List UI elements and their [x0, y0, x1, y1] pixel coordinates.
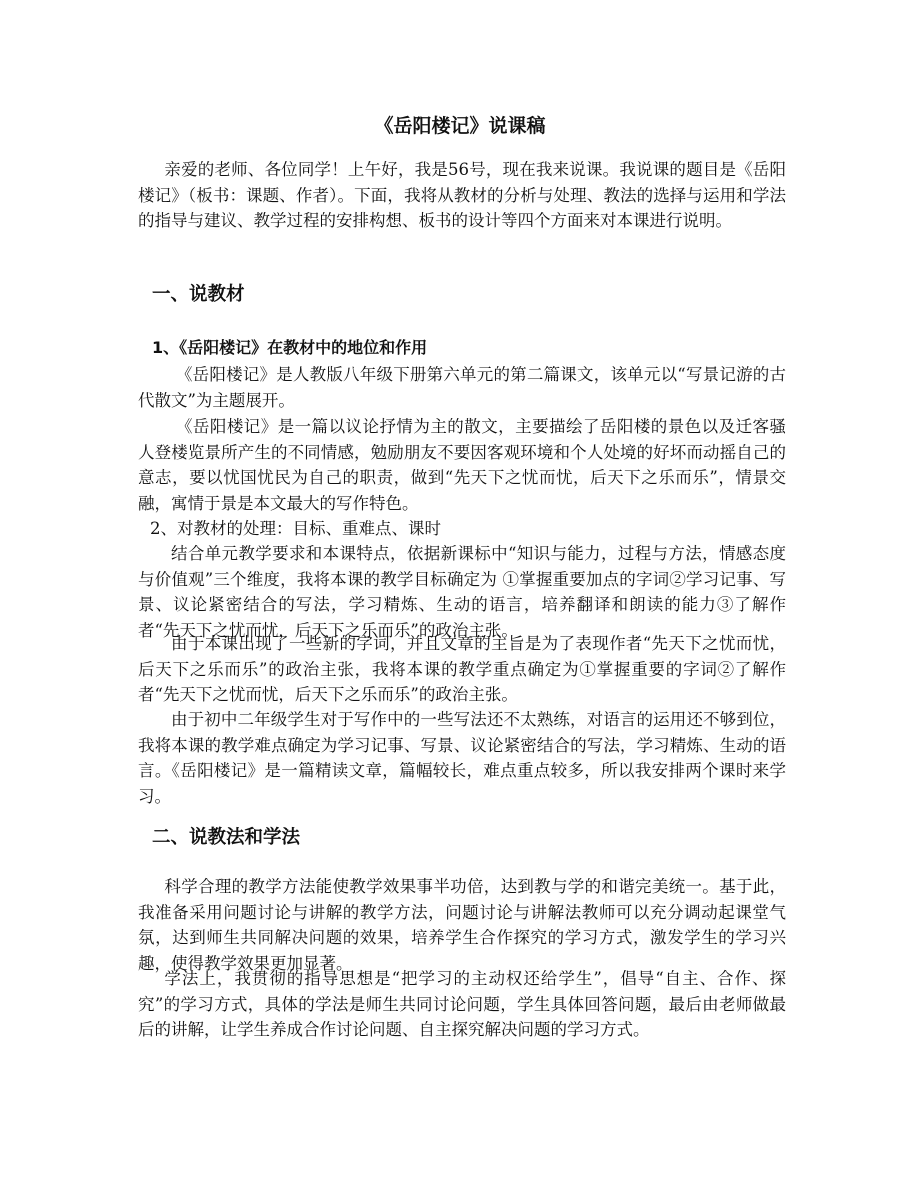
section1-heading: 一、说教材 [152, 284, 245, 305]
section1-paragraph-1: 《岳阳楼记》是人教版八年级下册第六单元的第二篇课文，该单元以“写景记游的古代散文”为主题展开。 [138, 365, 786, 410]
section1-paragraph-3: 结合单元教学要求和本课特点，依据新课标中“知识与能力，过程与方法，情感态度与价值观”三个维度，我将本课的教学目标确定为 ①掌握重要加点的字词②学习记事、写景、议论紧密结合的写法，学习精炼、生动的语言，培养翻译和朗读的能力③了解作者“先天下之忧而忧，后天下之乐而乐”的政治主张。 [138, 544, 786, 640]
intro-paragraph: 亲爱的老师、各位同学！上午好，我是56号，现在我来说课。我说课的题目是《岳阳楼记》（板书：课题、作者）。下面，我将从教材的分析与处理、教法的选择与运用和学法的指导与建议、教学过程的安排构想、板书的设计等四个方面来对本课进行说明。 [138, 160, 786, 231]
section1-subheading-1: 1、《岳阳楼记》在教材中的地位和作用 [152, 338, 428, 357]
section2-heading: 二、说教法和学法 [152, 827, 301, 848]
section1-paragraph-4: 由于本课出现了一些新的字词，并且文章的主旨是为了表现作者“先天下之忧而忧，后天下之乐而乐”的政治主张，我将本课的教学重点确定为①掌握重要的字词②了解作者“先天下之忧而忧，后天下之乐而乐”的政治主张。 [138, 634, 786, 705]
section1-paragraph-2: 《岳阳楼记》是一篇以议论抒情为主的散文，主要描绘了岳阳楼的景色以及迁客骚人登楼览景所产生的不同情感，勉励朋友不要因客观环境和个人处境的好坏而动摇自己的意志，要以忧国忧民为自己的职责，做到“先天下之忧而忧，后天下之乐而乐”，情景交融，寓情于景是本文最大的写作特色。 [138, 417, 786, 513]
section1-subheading-2: 2、对教材的处理：目标、重难点、课时 [150, 519, 441, 538]
section2-paragraph-2: 学法上，我贯彻的指导思想是“把学习的主动权还给学生”，倡导“自主、合作、探究”的学习方式，具体的学法是师生共同讨论问题，学生具体回答问题，最后由老师做最后的讲解，让学生养成合作讨论问题、自主探究解决问题的学习方式。 [138, 969, 786, 1040]
section2-paragraph-1: 科学合理的教学方法能使教学效果事半功倍，达到教与学的和谐完美统一。基于此，我准备采用问题讨论与讲解的教学方法，问题讨论与讲解法教师可以充分调动起课堂气氛，达到师生共同解决问题的效果，培养学生合作探究的学习方式，激发学生的学习兴趣，使得教学效果更加显著。 [138, 877, 786, 973]
document-title: 《岳阳楼记》说课稿 [374, 115, 546, 137]
section1-paragraph-5: 由于初中二年级学生对于写作中的一些写法还不太熟练，对语言的运用还不够到位，我将本课的教学难点确定为学习记事、写景、议论紧密结合的写法，学习精炼、生动的语言。《岳阳楼记》是一篇精读文章，篇幅较长，难点重点较多，所以我安排两个课时来学习。 [138, 710, 786, 806]
